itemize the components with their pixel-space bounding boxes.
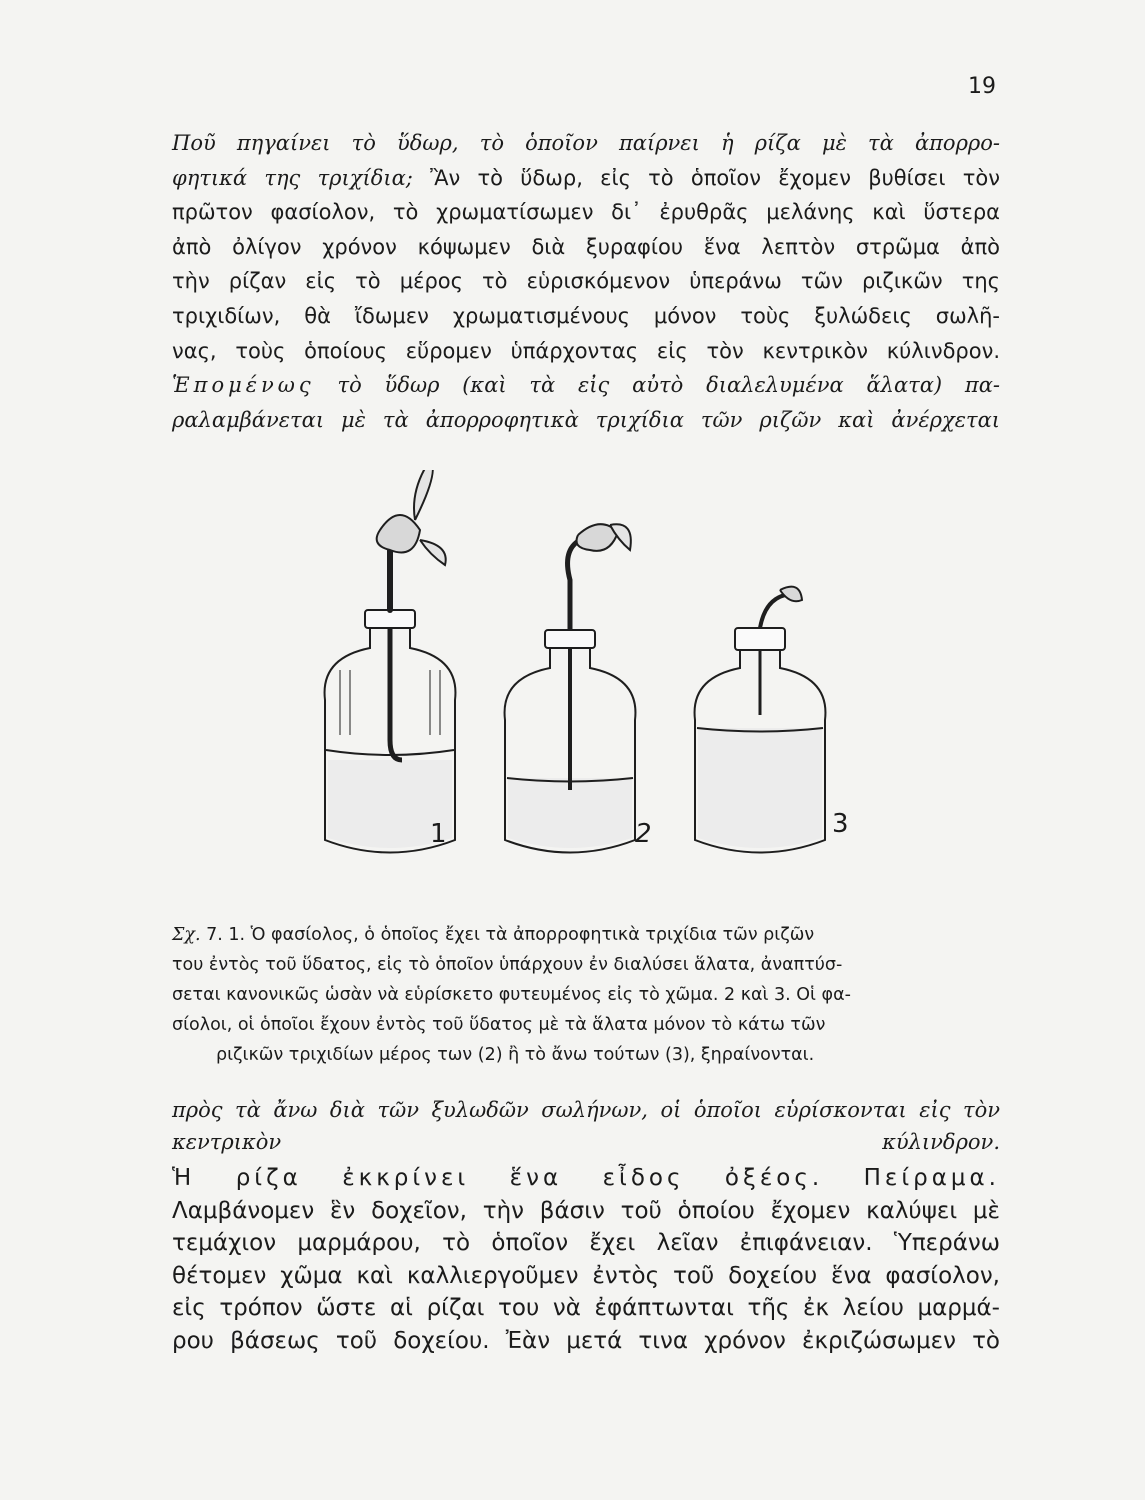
page-number: 19: [968, 74, 996, 99]
text-line: θέτομεν χῶμα καὶ καλλιεργοῦμεν ἐντὸς τοῦ δοχείου ἕνα φασίολον,: [172, 1262, 1000, 1289]
bottle-1: [325, 470, 456, 853]
text-line: του ἐντὸς τοῦ ὕδατος, εἰς τὸ ὁποῖον ὑπάρχουν ἐν διαλύσει ἅλατα, ἀναπτύσ-: [172, 955, 843, 975]
paragraph-water-transport: [172, 126, 1000, 437]
bottle-2: [505, 524, 636, 852]
text-line: νας, τοὺς ὁποίους εὕρομεν ὑπάρχοντας εἰς τὸν κεντρικὸν κύλινδρον.: [172, 338, 1000, 363]
text-line: τὴν ρίζαν εἰς τὸ μέρος τὸ εὑρισκόμενον ὑπεράνω τῶν ριζικῶν της: [172, 269, 1000, 294]
bottle-3: [695, 587, 826, 853]
text-line: τριχιδίων, θὰ ἴδωμεν χρωματισμένους μόνον τοὺς ξυλώδεις σωλῆ-: [172, 303, 1000, 328]
text-line: ραλαμβάνεται μὲ τὰ ἀπορροφητικὰ τριχίδια τῶν ριζῶν καὶ ἀνέρχεται: [172, 407, 1000, 432]
text-line: πρὸς τὰ ἄνω διὰ τῶν ξυλωδῶν σωλήνων, οἱ ὁποῖοι εὑρίσκονται εἰς τὸν: [172, 1098, 1000, 1122]
figure-label: 2: [635, 819, 652, 849]
figure-caption: [172, 920, 1002, 1070]
paragraph-acid-experiment: [172, 1162, 1000, 1357]
text-line: ριζικῶν τριχιδίων μέρος των (2) ἢ τὸ ἄνω τούτων (3), ξηραίνονται.: [216, 1045, 815, 1065]
section-heading: Ἡ ρίζα ἐκκρίνει ἕνα εἶδος ὀξέος. Πείραμα.: [172, 1165, 1000, 1191]
figure-label: 1: [430, 819, 447, 849]
text-line: τεμάχιον μαρμάρου, τὸ ὁποῖον ἔχει λεῖαν ἐπιφάνειαν. Ὑπεράνω: [172, 1230, 1000, 1256]
text-line: Ἑπομένως τὸ ὕδωρ (καὶ τὰ εἰς αὐτὸ διαλελυμένα ἅλατα) πα-: [172, 373, 1000, 398]
text-line: σεται κανονικῶς ὡσὰν νὰ εὑρίσκετο φυτευμένος εἰς τὸ χῶμα. 2 καὶ 3. Οἱ φα-: [172, 985, 851, 1005]
text-line: ἀπὸ ὀλίγον χρόνον κόψωμεν διὰ ξυραφίου ἕνα λεπτὸν στρῶμα ἀπὸ: [172, 234, 1000, 259]
paragraph-continuation: [172, 1094, 1000, 1158]
text-line: σίολοι, οἱ ὁποῖοι ἔχουν ἐντὸς τοῦ ὕδατος μὲ τὰ ἅλατα μόνον τὸ κάτω τῶν: [172, 1015, 826, 1035]
bean-bottle-illustration: [300, 470, 860, 870]
text-line: φητικά της τριχίδια; Ἂν τὸ ὕδωρ, εἰς τὸ ὁποῖον ἔχομεν βυθίσει τὸν: [172, 165, 1000, 190]
text-line: Σχ. 7. 1. Ὁ φασίολος, ὁ ὁποῖος ἔχει τὰ ἀπορροφητικὰ τριχίδια τῶν ριζῶν: [172, 925, 815, 945]
text-line: ρου βάσεως τοῦ δοχείου. Ἐὰν μετά τινα χρόνον ἐκριζώσωμεν τὸ: [172, 1327, 1000, 1354]
text-line: Ποῦ πηγαίνει τὸ ὕδωρ, τὸ ὁποῖον παίρνει ἡ ρίζα μὲ τὰ ἀπορρο-: [172, 131, 1000, 155]
text-line: εἰς τρόπον ὥστε αἱ ρίζαι του νὰ ἐφάπτωνται τῆς ἐκ λείου μαρμά-: [172, 1295, 1000, 1321]
text-line: Λαμβάνομεν ἓν δοχεῖον, τὴν βάσιν τοῦ ὁποίου ἔχομεν καλύψει μὲ: [172, 1197, 1000, 1224]
figure-label: 3: [832, 809, 849, 839]
text-line: κεντρικὸν κύλινδρον.: [172, 1130, 1000, 1154]
text-line: πρῶτον φασίολον, τὸ χρωματίσωμεν δι᾿ ἐρυθρᾶς μελάνης καὶ ὕστερα: [172, 200, 1000, 225]
